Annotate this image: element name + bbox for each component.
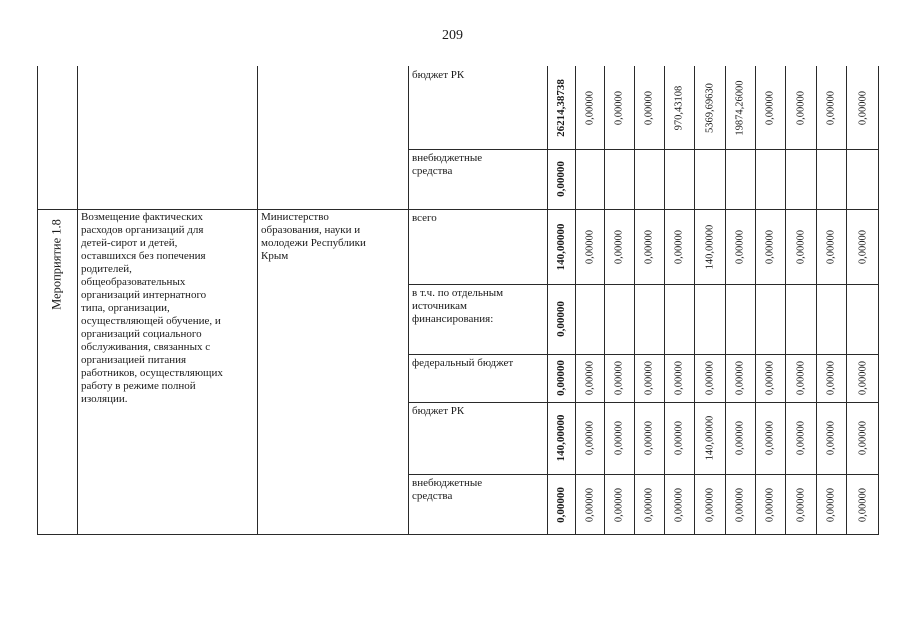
- row-value: 140,00000: [704, 224, 715, 269]
- row-value: 0,00000: [795, 487, 806, 522]
- row-value-cell: [755, 402, 785, 474]
- row-value: 0,00000: [584, 90, 595, 125]
- row-value: 0,00000: [673, 360, 685, 396]
- row-value: 970,43108: [673, 85, 685, 130]
- row-value: 0,00000: [613, 360, 625, 396]
- row-value-cell: [816, 354, 846, 402]
- row-value-cell: [604, 66, 634, 149]
- row-value-cell: [785, 209, 816, 284]
- row-value-cell: [725, 474, 755, 535]
- row-value-cell: [694, 354, 725, 402]
- row-value-cell: [846, 209, 879, 284]
- measure-code: Мероприятие 1.8: [49, 219, 64, 310]
- row-value: 0,00000: [795, 360, 806, 396]
- row-value-cell: [664, 354, 694, 402]
- row-value-cell: [846, 474, 879, 535]
- row-value-cell: [634, 209, 664, 284]
- row-value: 0,00000: [643, 487, 655, 522]
- row-value-cell: [725, 209, 755, 284]
- row-label: в т.ч. по отдельным источникам финансирования:: [412, 287, 504, 325]
- row-value-cell: [846, 354, 879, 402]
- measure-executor: Министерство образования, науки и молодежи Республики Крым: [261, 211, 366, 262]
- row-value: 0,00000: [613, 487, 625, 522]
- row-value-cell: [816, 209, 846, 284]
- row-total-cell: [547, 402, 575, 474]
- row-total: 0,00000: [555, 301, 567, 337]
- row-value: 0,00000: [734, 420, 746, 456]
- row-value-cell: [816, 402, 846, 474]
- row-value: 0,00000: [764, 420, 776, 456]
- row-value-cell: [725, 66, 755, 149]
- row-value: 0,00000: [704, 487, 715, 522]
- row-value: 0,00000: [643, 420, 655, 456]
- row-value-cell: [575, 354, 604, 402]
- row-value-cell: [816, 66, 846, 149]
- row-value-cell: [725, 402, 755, 474]
- row-label: внебюджетные средства: [412, 477, 483, 502]
- row-value-cell: [694, 66, 725, 149]
- row-value: 0,00000: [795, 229, 806, 264]
- row-value-cell: [785, 354, 816, 402]
- row-value-cell: [694, 402, 725, 474]
- row-label: бюджет РК: [412, 405, 465, 417]
- row-value: 140,00000: [704, 415, 715, 461]
- row-value-cell: [755, 474, 785, 535]
- row-value: 0,00000: [584, 487, 595, 522]
- row-value: 0,00000: [704, 360, 715, 396]
- row-value: 0,00000: [584, 420, 595, 456]
- row-value-cell: [575, 474, 604, 535]
- row-value: 0,00000: [734, 487, 746, 522]
- row-value-cell: [634, 402, 664, 474]
- row-total-cell: [547, 66, 575, 149]
- measure-code-cell: [37, 209, 77, 535]
- row-value: 0,00000: [734, 360, 746, 396]
- row-value: 0,00000: [673, 487, 685, 522]
- row-value: 0,00000: [734, 229, 746, 264]
- row-value: 0,00000: [825, 420, 837, 456]
- row-value-cell: [725, 354, 755, 402]
- row-value-cell: [755, 354, 785, 402]
- row-value: 5369,69630: [704, 82, 715, 133]
- row-value: 0,00000: [857, 420, 868, 456]
- row-value-cell: [575, 209, 604, 284]
- row-total: 140,00000: [555, 223, 567, 270]
- row-value-cell: [785, 474, 816, 535]
- grid-line: [408, 66, 409, 535]
- row-value: 0,00000: [613, 90, 625, 125]
- row-value: 0,00000: [857, 229, 868, 264]
- row-value: 0,00000: [825, 229, 837, 264]
- row-value-cell: [664, 474, 694, 535]
- page-number: 209: [442, 28, 463, 43]
- row-total-cell: [547, 149, 575, 209]
- row-value-cell: [604, 354, 634, 402]
- row-value: 0,00000: [764, 360, 776, 396]
- row-label: всего: [412, 212, 437, 224]
- row-value-cell: [634, 66, 664, 149]
- row-value: 0,00000: [764, 90, 776, 125]
- row-value: 19874,26000: [734, 79, 746, 136]
- row-value: 0,00000: [584, 360, 595, 396]
- row-value: 0,00000: [643, 90, 655, 125]
- grid-line: [408, 284, 879, 285]
- row-total-cell: [547, 284, 575, 354]
- measure-description: Возмещение фактических расходов организаций для детей-сирот и детей, оставшихся без попечения родителей, общеобразовательных организаций интернатного типа, организации, осуществляющей обучение, и организаций социального обслуживания, связанных с организацией питания работников, осуществляющих работу в режиме полной изоляции.: [81, 211, 223, 405]
- row-value-cell: [575, 402, 604, 474]
- budget-table: [37, 66, 879, 535]
- row-value: 0,00000: [584, 229, 595, 264]
- row-value-cell: [664, 209, 694, 284]
- row-value: 0,00000: [857, 90, 868, 125]
- row-label: федеральный бюджет: [412, 357, 514, 369]
- row-value-cell: [634, 354, 664, 402]
- row-value: 0,00000: [764, 487, 776, 522]
- row-value-cell: [634, 474, 664, 535]
- row-label: бюджет РК: [412, 69, 465, 81]
- row-value-cell: [604, 209, 634, 284]
- row-value: 0,00000: [857, 487, 868, 522]
- row-value: 0,00000: [643, 229, 655, 264]
- row-total: 26214,38738: [555, 78, 567, 137]
- grid-line: [408, 149, 879, 150]
- row-value: 0,00000: [673, 420, 685, 456]
- row-value: 0,00000: [825, 360, 837, 396]
- row-value: 0,00000: [795, 90, 806, 125]
- row-value-cell: [785, 66, 816, 149]
- row-value: 0,00000: [643, 360, 655, 396]
- row-value: 0,00000: [613, 229, 625, 264]
- row-value: 0,00000: [795, 420, 806, 456]
- row-total: 0,00000: [555, 486, 567, 523]
- row-total: 0,00000: [555, 161, 567, 197]
- row-value-cell: [755, 66, 785, 149]
- row-total: 140,00000: [555, 414, 567, 462]
- grid-line: [77, 66, 78, 535]
- row-value-cell: [816, 474, 846, 535]
- row-value-cell: [694, 474, 725, 535]
- row-value-cell: [846, 402, 879, 474]
- row-value-cell: [755, 209, 785, 284]
- row-label: внебюджетные средства: [412, 152, 483, 177]
- row-value-cell: [785, 402, 816, 474]
- row-total-cell: [547, 354, 575, 402]
- row-total-cell: [547, 474, 575, 535]
- row-value-cell: [604, 402, 634, 474]
- row-value: 0,00000: [613, 420, 625, 456]
- row-total: 0,00000: [555, 360, 567, 396]
- row-value: 0,00000: [673, 229, 685, 264]
- row-value-cell: [846, 66, 879, 149]
- row-value-cell: [575, 66, 604, 149]
- row-value: 0,00000: [764, 229, 776, 264]
- row-value-cell: [604, 474, 634, 535]
- row-value: 0,00000: [857, 360, 868, 396]
- row-value-cell: [664, 402, 694, 474]
- row-value-cell: [664, 66, 694, 149]
- row-value-cell: [694, 209, 725, 284]
- row-total-cell: [547, 209, 575, 284]
- row-value: 0,00000: [825, 487, 837, 522]
- grid-line: [257, 66, 258, 535]
- row-value: 0,00000: [825, 90, 837, 125]
